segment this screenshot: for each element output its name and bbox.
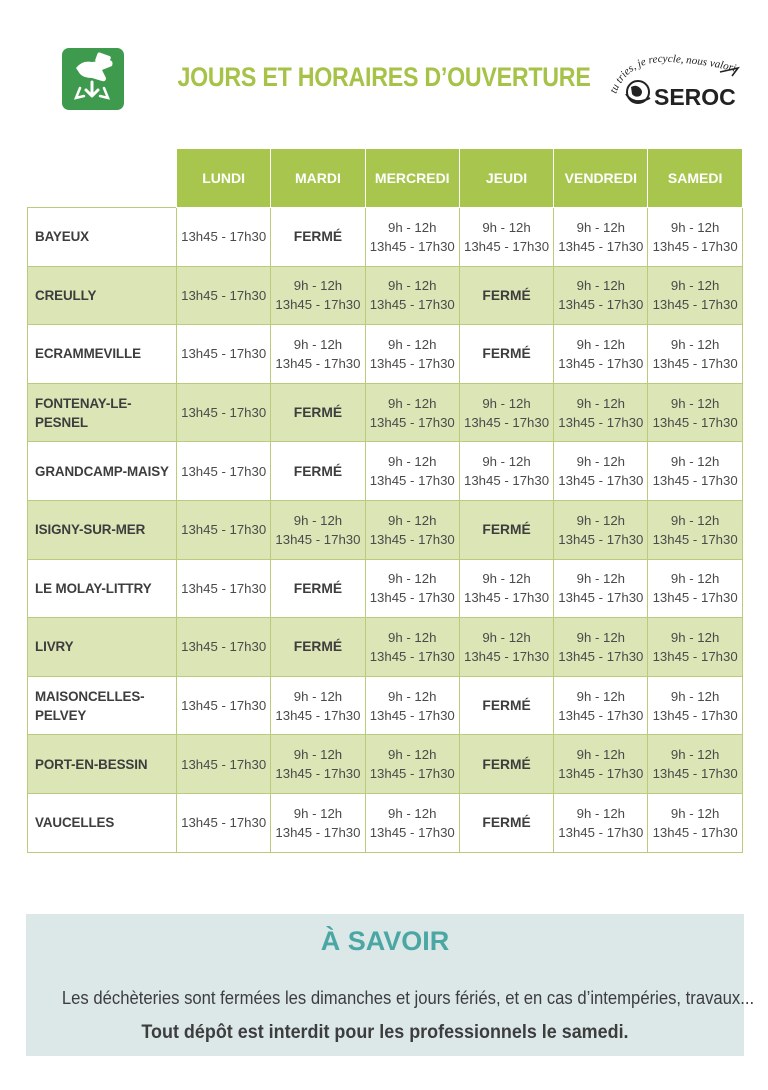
hours-text: 9h - 12h (670, 336, 720, 352)
hours-cell (177, 442, 271, 501)
hours-text: 13h45 - 17h30 (464, 414, 550, 430)
site-name: CREULLY (28, 266, 177, 325)
site-name: VAUCELLES (28, 793, 177, 852)
closed-label: FERMÉ (482, 698, 531, 714)
page-title: JOURS ET HORAIRES D’OUVERTURE (177, 62, 591, 92)
hours-cell (271, 383, 365, 442)
dechetterie-logo-icon (62, 48, 124, 110)
hours-cell (459, 500, 553, 559)
hours-cell (177, 735, 271, 794)
hours-text: 13h45 - 17h30 (652, 824, 738, 840)
hours-text: 13h45 - 17h30 (369, 707, 455, 723)
hours-text: 9h - 12h (576, 278, 626, 294)
hours-cell (365, 793, 459, 852)
hours-cell (177, 559, 271, 618)
schedule-body (28, 208, 743, 853)
hours-cell (177, 266, 271, 325)
hours-text: 13h45 - 17h30 (275, 297, 361, 313)
hours-text: 13h45 - 17h30 (275, 355, 361, 371)
hours-text: 13h45 - 17h30 (369, 473, 455, 489)
hours-text: 13h45 - 17h30 (181, 229, 267, 245)
hours-cell (365, 208, 459, 267)
hours-text: 9h - 12h (482, 629, 531, 645)
hours-text: 9h - 12h (293, 278, 343, 294)
hours-cell (459, 793, 553, 852)
hours-cell (177, 793, 271, 852)
hours-text: 9h - 12h (670, 454, 720, 470)
hours-cell (459, 676, 553, 735)
hours-text: 13h45 - 17h30 (464, 238, 550, 254)
hours-text: 13h45 - 17h30 (369, 648, 455, 664)
hours-cell (459, 618, 553, 677)
seroc-brand-name: SEROC (654, 84, 736, 110)
hours-text: 9h - 12h (670, 512, 720, 528)
table-row (28, 793, 743, 852)
hours-cell (271, 793, 365, 852)
hours-cell (365, 559, 459, 618)
hours-text: 13h45 - 17h30 (369, 355, 455, 371)
hours-cell (177, 500, 271, 559)
hours-text: 9h - 12h (670, 278, 720, 294)
hours-text: 9h - 12h (388, 454, 437, 470)
table-row (28, 208, 743, 267)
site-name: LE MOLAY-LITTRY (28, 559, 177, 618)
hours-text: 13h45 - 17h30 (181, 639, 267, 655)
hours-cell (365, 266, 459, 325)
hours-text: 13h45 - 17h30 (369, 238, 455, 254)
hours-text: 9h - 12h (670, 747, 720, 763)
table-row (28, 735, 743, 794)
hours-text: 13h45 - 17h30 (652, 590, 738, 606)
hours-text: 13h45 - 17h30 (369, 590, 455, 606)
hours-text: 9h - 12h (388, 805, 437, 821)
hours-cell (648, 442, 742, 501)
hours-text: 9h - 12h (670, 395, 720, 411)
hours-cell (271, 500, 365, 559)
hours-cell (365, 676, 459, 735)
hours-text: 9h - 12h (670, 571, 720, 587)
hours-text: 9h - 12h (670, 688, 720, 704)
hours-text: 13h45 - 17h30 (369, 824, 455, 840)
site-name: MAISONCELLES-PELVEY (28, 676, 177, 735)
table-row (28, 266, 743, 325)
hours-text: 13h45 - 17h30 (275, 824, 361, 840)
hours-text: 9h - 12h (576, 395, 626, 411)
hours-text: 9h - 12h (482, 454, 531, 470)
hours-cell (459, 383, 553, 442)
seroc-logo (598, 42, 748, 118)
hours-text: 13h45 - 17h30 (558, 531, 644, 547)
hours-text: 13h45 - 17h30 (558, 590, 644, 606)
hours-text: 13h45 - 17h30 (558, 766, 644, 782)
site-name: GRANDCAMP-MAISY (28, 442, 177, 501)
hours-text: 13h45 - 17h30 (275, 531, 361, 547)
hours-text: 13h45 - 17h30 (369, 531, 455, 547)
hours-text: 9h - 12h (670, 629, 720, 645)
hours-cell (648, 559, 742, 618)
hours-text: 9h - 12h (576, 629, 626, 645)
site-name: LIVRY (28, 618, 177, 677)
closed-label: FERMÉ (482, 522, 531, 538)
hours-cell (177, 208, 271, 267)
info-closing-note: Les déchèteries sont fermées les dimanches et jours fériés, et en cas d’intempéries, travaux... (61, 987, 755, 1008)
hours-text: 9h - 12h (576, 747, 626, 763)
hours-text: 13h45 - 17h30 (558, 297, 644, 313)
hours-cell (271, 442, 365, 501)
hours-cell (554, 793, 648, 852)
hours-text: 13h45 - 17h30 (181, 287, 267, 303)
hours-text: 13h45 - 17h30 (275, 707, 361, 723)
hours-text: 13h45 - 17h30 (558, 824, 644, 840)
hours-text: 13h45 - 17h30 (558, 414, 644, 430)
hours-text: 13h45 - 17h30 (181, 463, 267, 479)
hours-cell (554, 735, 648, 794)
hours-text: 9h - 12h (576, 805, 626, 821)
hours-text: 9h - 12h (388, 629, 437, 645)
hours-cell (648, 618, 742, 677)
hours-text: 9h - 12h (388, 747, 437, 763)
table-row (28, 618, 743, 677)
hours-text: 13h45 - 17h30 (181, 580, 267, 596)
hours-cell (271, 325, 365, 384)
hours-text: 13h45 - 17h30 (181, 522, 267, 538)
hours-text: 13h45 - 17h30 (652, 355, 738, 371)
hours-text: 9h - 12h (576, 219, 626, 235)
hours-cell (271, 559, 365, 618)
hours-cell (177, 383, 271, 442)
hours-cell (365, 500, 459, 559)
hours-cell (648, 208, 742, 267)
hours-text: 9h - 12h (482, 395, 531, 411)
hours-cell (365, 735, 459, 794)
hours-cell (459, 735, 553, 794)
hours-text: 13h45 - 17h30 (369, 297, 455, 313)
hours-cell (271, 208, 365, 267)
hours-cell (554, 559, 648, 618)
hours-text: 13h45 - 17h30 (652, 414, 738, 430)
hours-text: 13h45 - 17h30 (652, 766, 738, 782)
day-header: SAMEDI (648, 149, 742, 208)
hours-cell (365, 442, 459, 501)
site-name: FONTENAY-LE-PESNEL (28, 383, 177, 442)
hours-text: 13h45 - 17h30 (181, 698, 267, 714)
hours-text: 13h45 - 17h30 (464, 590, 550, 606)
hours-cell (459, 266, 553, 325)
hours-cell (648, 325, 742, 384)
hours-cell (554, 618, 648, 677)
hours-cell (459, 208, 553, 267)
hours-text: 13h45 - 17h30 (652, 238, 738, 254)
hours-text: 13h45 - 17h30 (652, 531, 738, 547)
closed-label: FERMÉ (482, 287, 531, 303)
hours-text: 9h - 12h (576, 571, 626, 587)
day-header: LUNDI (177, 149, 271, 208)
hours-text: 9h - 12h (576, 512, 626, 528)
closed-label: FERMÉ (293, 405, 343, 421)
hours-text: 13h45 - 17h30 (181, 346, 267, 362)
hours-text: 13h45 - 17h30 (275, 766, 361, 782)
hours-text: 13h45 - 17h30 (181, 405, 267, 421)
table-row (28, 676, 743, 735)
day-header: VENDREDI (554, 149, 648, 208)
closed-label: FERMÉ (293, 463, 343, 479)
table-row (28, 500, 743, 559)
hours-cell (271, 618, 365, 677)
hours-text: 9h - 12h (388, 395, 437, 411)
hours-text: 9h - 12h (388, 571, 437, 587)
hours-cell (177, 618, 271, 677)
info-professional-note: Tout dépôt est interdit pour les professionnels le samedi. (141, 1021, 629, 1043)
closed-label: FERMÉ (482, 346, 531, 362)
hours-cell (271, 735, 365, 794)
hours-cell (648, 793, 742, 852)
hours-text: 9h - 12h (293, 688, 343, 704)
hours-text: 9h - 12h (293, 512, 343, 528)
hours-text: 13h45 - 17h30 (369, 414, 455, 430)
hours-text: 9h - 12h (482, 571, 531, 587)
closed-label: FERMÉ (293, 229, 343, 245)
hours-text: 9h - 12h (293, 747, 343, 763)
table-row (28, 559, 743, 618)
table-header-row (28, 149, 743, 208)
hours-cell (177, 676, 271, 735)
info-box (26, 914, 755, 1056)
site-name: PORT-EN-BESSIN (28, 735, 177, 794)
table-row (28, 325, 743, 384)
hours-text: 9h - 12h (576, 454, 626, 470)
hours-cell (648, 676, 742, 735)
hours-text: 9h - 12h (388, 336, 437, 352)
schedule-table (27, 148, 743, 853)
hours-text: 13h45 - 17h30 (558, 355, 644, 371)
hours-cell (459, 442, 553, 501)
hours-text: 9h - 12h (576, 336, 626, 352)
hours-text: 13h45 - 17h30 (369, 766, 455, 782)
hours-cell (554, 325, 648, 384)
hours-cell (648, 266, 742, 325)
hours-cell (271, 266, 365, 325)
hours-text: 9h - 12h (576, 688, 626, 704)
table-row (28, 383, 743, 442)
hours-cell (648, 383, 742, 442)
hours-text: 9h - 12h (670, 805, 720, 821)
hours-text: 13h45 - 17h30 (558, 473, 644, 489)
hours-text: 9h - 12h (388, 278, 437, 294)
hours-text: 13h45 - 17h30 (181, 815, 267, 831)
hours-text: 9h - 12h (388, 219, 437, 235)
hours-cell (459, 559, 553, 618)
header-corner (28, 149, 177, 208)
hours-text: 13h45 - 17h30 (464, 648, 550, 664)
hours-cell (554, 442, 648, 501)
day-header: MARDI (271, 149, 365, 208)
closed-label: FERMÉ (482, 815, 531, 831)
hours-text: 9h - 12h (293, 336, 343, 352)
hours-text: 13h45 - 17h30 (652, 707, 738, 723)
hours-cell (554, 266, 648, 325)
hours-text: 9h - 12h (482, 219, 531, 235)
hours-cell (648, 500, 742, 559)
hours-text: 13h45 - 17h30 (558, 707, 644, 723)
hours-text: 13h45 - 17h30 (652, 473, 738, 489)
hours-cell (365, 325, 459, 384)
closed-label: FERMÉ (293, 639, 343, 655)
site-name: ECRAMMEVILLE (28, 325, 177, 384)
hours-cell (554, 500, 648, 559)
info-box-title: À SAVOIR (320, 926, 450, 956)
hours-cell (554, 208, 648, 267)
hours-text: 9h - 12h (388, 512, 437, 528)
site-name: ISIGNY-SUR-MER (28, 500, 177, 559)
hours-text: 13h45 - 17h30 (652, 648, 738, 664)
hours-text: 9h - 12h (293, 805, 343, 821)
hours-text: 13h45 - 17h30 (558, 648, 644, 664)
hours-text: 13h45 - 17h30 (652, 297, 738, 313)
hours-text: 13h45 - 17h30 (181, 756, 267, 772)
hours-text: 13h45 - 17h30 (558, 238, 644, 254)
closed-label: FERMÉ (482, 756, 531, 772)
closed-label: FERMÉ (293, 580, 343, 596)
hours-text: 9h - 12h (670, 219, 720, 235)
day-header: MERCREDI (365, 149, 459, 208)
site-name: BAYEUX (28, 208, 177, 267)
hours-cell (648, 735, 742, 794)
hours-cell (459, 325, 553, 384)
hours-cell (554, 383, 648, 442)
seroc-slogan: tu tries, je recycle, nous valori (607, 52, 738, 96)
table-row (28, 442, 743, 501)
hours-cell (271, 676, 365, 735)
hours-text: 13h45 - 17h30 (464, 473, 550, 489)
hours-cell (177, 325, 271, 384)
hours-cell (365, 383, 459, 442)
hours-cell (554, 676, 648, 735)
day-header: JEUDI (459, 149, 553, 208)
hours-cell (365, 618, 459, 677)
hours-text: 9h - 12h (388, 688, 437, 704)
